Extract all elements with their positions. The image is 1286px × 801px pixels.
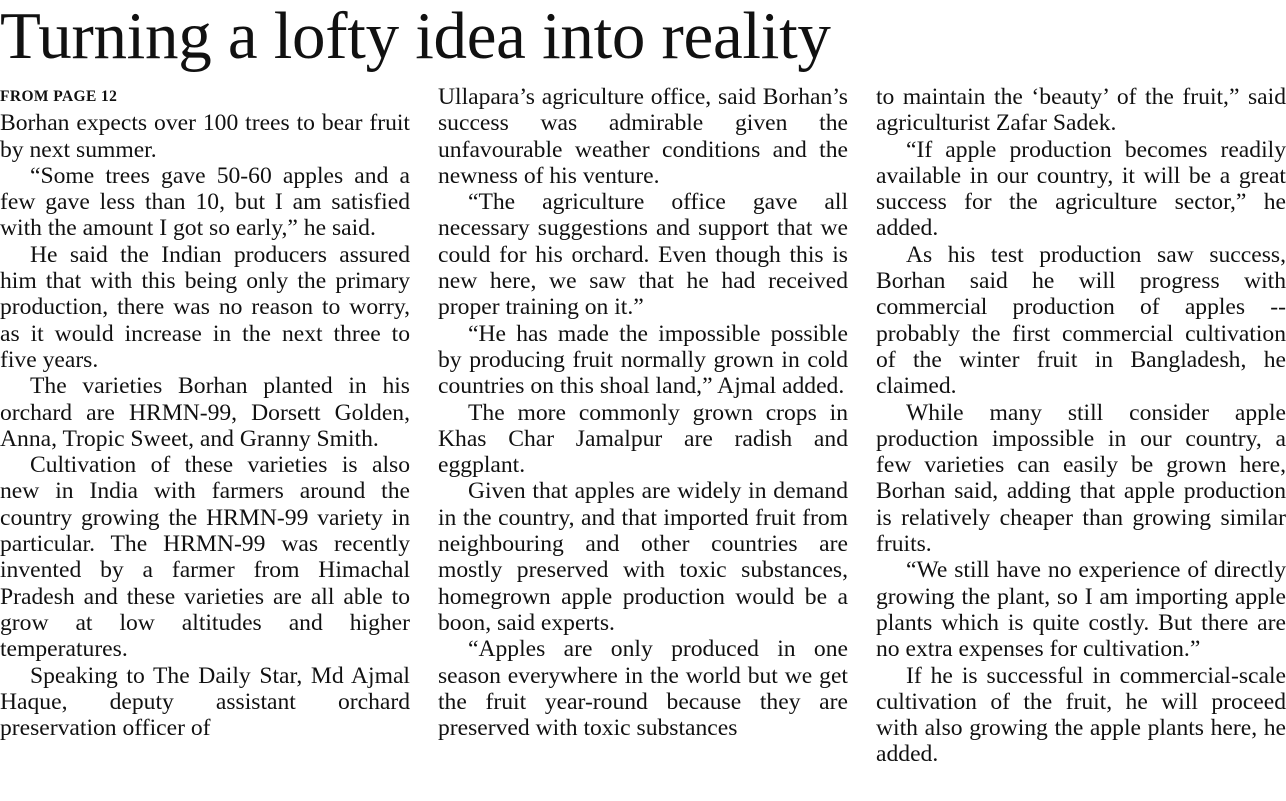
headline: Turning a lofty idea into reality [0,0,831,73]
article-column-2 [438,84,848,801]
paragraph: “If apple production becomes readily available in our country, it will be a great success for the agriculture sector,” he added. [876,136,1286,242]
paragraph: Given that apples are widely in demand in the country, and that imported fruit from neighbouring and other countries are mostly preserved with toxic substances, homegrown apple production would be a boon, said experts. [438,478,848,636]
paragraph: “Some trees gave 50-60 apples and a few gave less than 10, but I am satisfied with the amount I got so early,” he said. [0,162,410,242]
article-column-1 [0,84,410,801]
paragraph: “Apples are only produced in one season everywhere in the world but we get the fruit year-round because they are preserved with toxic substances [438,636,848,742]
paragraph: Cultivation of these varieties is also new in India with farmers around the country growing the HRMN-99 variety in particular. The HRMN-99 was recently invented by a farmer from Himachal Pradesh and these varieties are all able to grow at low altitudes and higher temperatures. [0,452,410,663]
paragraph: “He has made the impossible possible by producing fruit normally grown in cold countries on this shoal land,” Ajmal added. [438,320,848,400]
paragraph: The varieties Borhan planted in his orchard are HRMN-99, Dorsett Golden, Anna, Tropic Sweet, and Granny Smith. [0,373,410,452]
paragraph: While many still consider apple production impossible in our country, a few varieties can easily be grown here, Borhan said, adding that apple production is relatively cheaper than growing similar fruits. [876,399,1286,558]
paragraph: He said the Indian producers assured him that with this being only the primary production, there was no reason to worry, as it would increase in the next three to five years. [0,241,410,373]
paragraph: to maintain the ‘beauty’ of the fruit,” said agriculturist Zafar Sadek. [876,84,1286,137]
paragraph: As his test production saw success, Borhan said he will progress with commercial production of apples -- probably the first commercial cultivation of the winter fruit in Bangladesh, he claimed. [876,241,1286,400]
paragraph: Borhan expects over 100 trees to bear fruit by next summer. [0,110,410,163]
paragraph: “We still have no experience of directly growing the plant, so I am importing apple plants which is quite costly. But there are no extra expenses for cultivation.” [876,557,1286,663]
paragraph: Ullapara’s agriculture office, said Borhan’s success was admirable given the unfavourable weather conditions and the newness of his venture. [438,84,848,189]
paragraph: Speaking to The Daily Star, Md Ajmal Haque, deputy assistant orchard preservation officer of [0,662,410,742]
article-column-3 [876,84,1286,801]
paragraph: The more commonly grown crops in Khas Char Jamalpur are radish and eggplant. [438,399,848,479]
paragraph: “The agriculture office gave all necessary suggestions and support that we could for his orchard. Even though this is new here, we saw that he had received proper training on it.” [438,189,848,321]
paragraph: If he is successful in commercial-scale cultivation of the fruit, he will proceed with also growing the apple plants here, he added. [876,662,1286,768]
jump-line: FROM PAGE 12 [0,88,118,105]
